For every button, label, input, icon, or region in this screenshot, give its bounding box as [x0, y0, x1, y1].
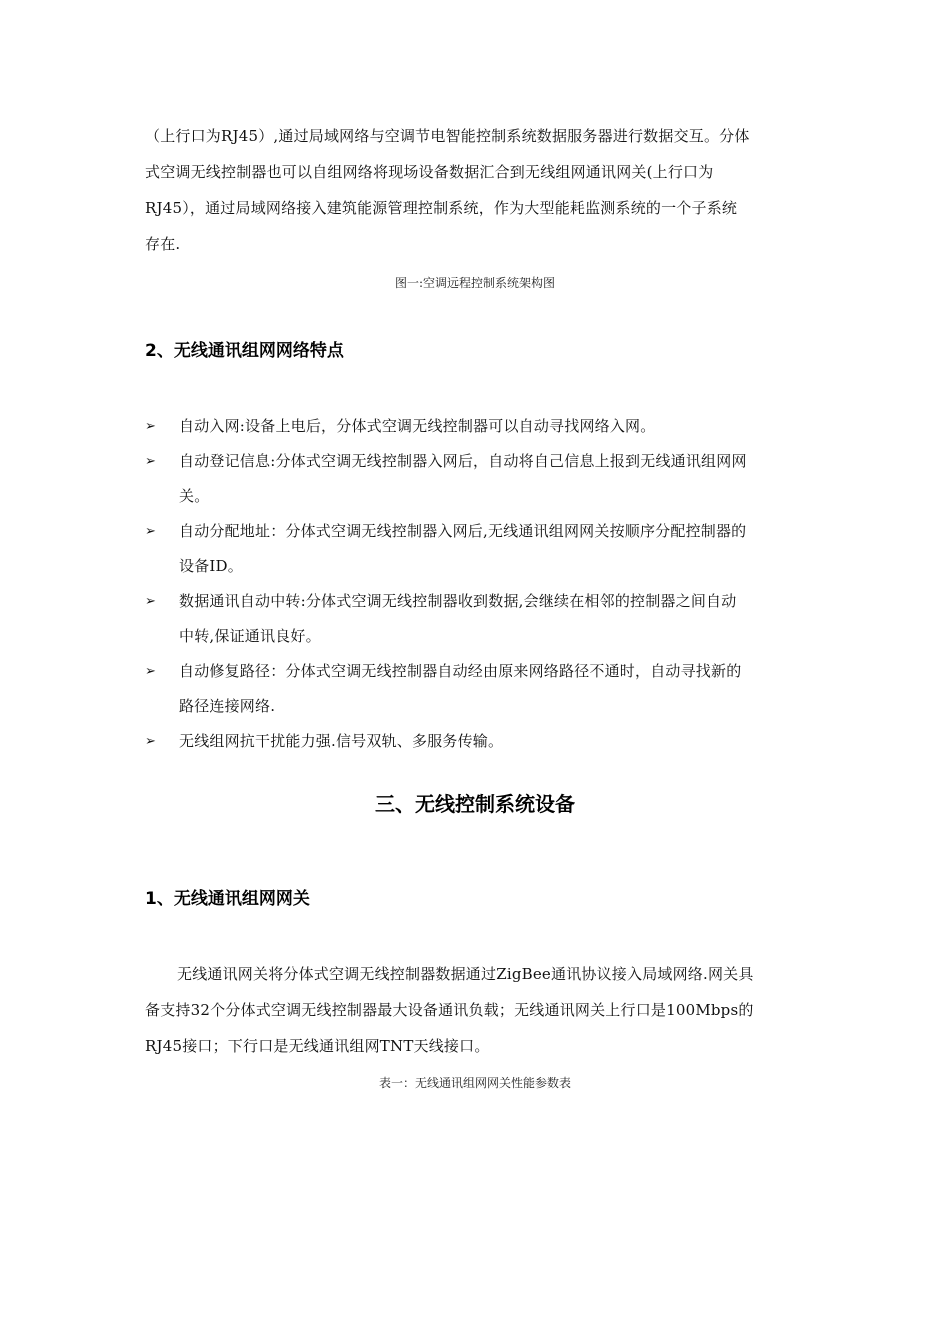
- list-item: [145, 514, 815, 584]
- intro-line: RJ45），通过局域网络接入建筑能源管理控制系统，作为大型能耗监测系统的一个子系统: [145, 199, 738, 217]
- list-item-text: 自动修复路径：分体式空调无线控制器自动经由原来网络路径不通时，自动寻找新的: [179, 662, 742, 680]
- section1-heading: 1、无线通讯组网网关: [145, 889, 310, 909]
- list-item-text: 路径连接网络.: [179, 697, 276, 715]
- figure-caption: 图一:空调远程控制系统架构图: [394, 276, 556, 290]
- intro-line: （上行口为RJ45）,通过局域网络与空调节电智能控制系统数据服务器进行数据交互。分体: [145, 127, 750, 145]
- list-item: [145, 444, 815, 514]
- intro-line: 式空调无线控制器也可以自组网络将现场设备数据汇合到无线组网通讯网关(上行口为: [145, 163, 714, 181]
- feature-list: [145, 409, 815, 759]
- arrow-bullet-icon: ➢: [145, 734, 157, 749]
- arrow-bullet-icon: ➢: [145, 454, 157, 469]
- section2-heading: 2、无线通讯组网网络特点: [145, 341, 344, 361]
- list-item-text: 数据通讯自动中转:分体式空调无线控制器收到数据,会继续在相邻的控制器之间自动: [179, 592, 737, 610]
- arrow-bullet-icon: ➢: [145, 524, 157, 539]
- arrow-bullet-icon: ➢: [145, 664, 157, 679]
- intro-paragraph: [145, 118, 810, 262]
- list-item-text: 设备ID。: [179, 557, 243, 575]
- list-item-text: 自动入网:设备上电后，分体式空调无线控制器可以自动寻找网络入网。: [179, 417, 656, 435]
- list-item: [145, 654, 815, 724]
- list-item-text: 自动分配地址：分体式空调无线控制器入网后,无线通讯组网网关按顺序分配控制器的: [179, 522, 747, 540]
- list-item-text: 中转,保证通讯良好。: [179, 627, 321, 645]
- list-item-text: 自动登记信息:分体式空调无线控制器入网后，自动将自己信息上报到无线通讯组网网: [179, 452, 747, 470]
- chapter3-heading: 三、无线控制系统设备: [375, 792, 575, 816]
- list-item: [145, 724, 815, 759]
- list-item-text: 关。: [179, 487, 210, 505]
- table-caption: 表一：无线通讯组网网关性能参数表: [378, 1076, 571, 1090]
- gateway-line: 无线通讯网关将分体式空调无线控制器数据通过ZigBee通讯协议接入局域网络.网关具: [177, 965, 754, 983]
- gateway-line: 备支持32个分体式空调无线控制器最大设备通讯负载；无线通讯网关上行口是100Mbps的: [145, 1001, 754, 1019]
- arrow-bullet-icon: ➢: [145, 594, 157, 609]
- gateway-line: RJ45接口；下行口是无线通讯组网TNT天线接口。: [145, 1037, 490, 1055]
- list-item: [145, 584, 815, 654]
- intro-line: 存在.: [145, 235, 181, 253]
- gateway-paragraph: [145, 956, 810, 1064]
- list-item-text: 无线组网抗干扰能力强.信号双轨、多服务传输。: [179, 732, 504, 750]
- list-item: [145, 409, 815, 444]
- arrow-bullet-icon: ➢: [145, 419, 157, 434]
